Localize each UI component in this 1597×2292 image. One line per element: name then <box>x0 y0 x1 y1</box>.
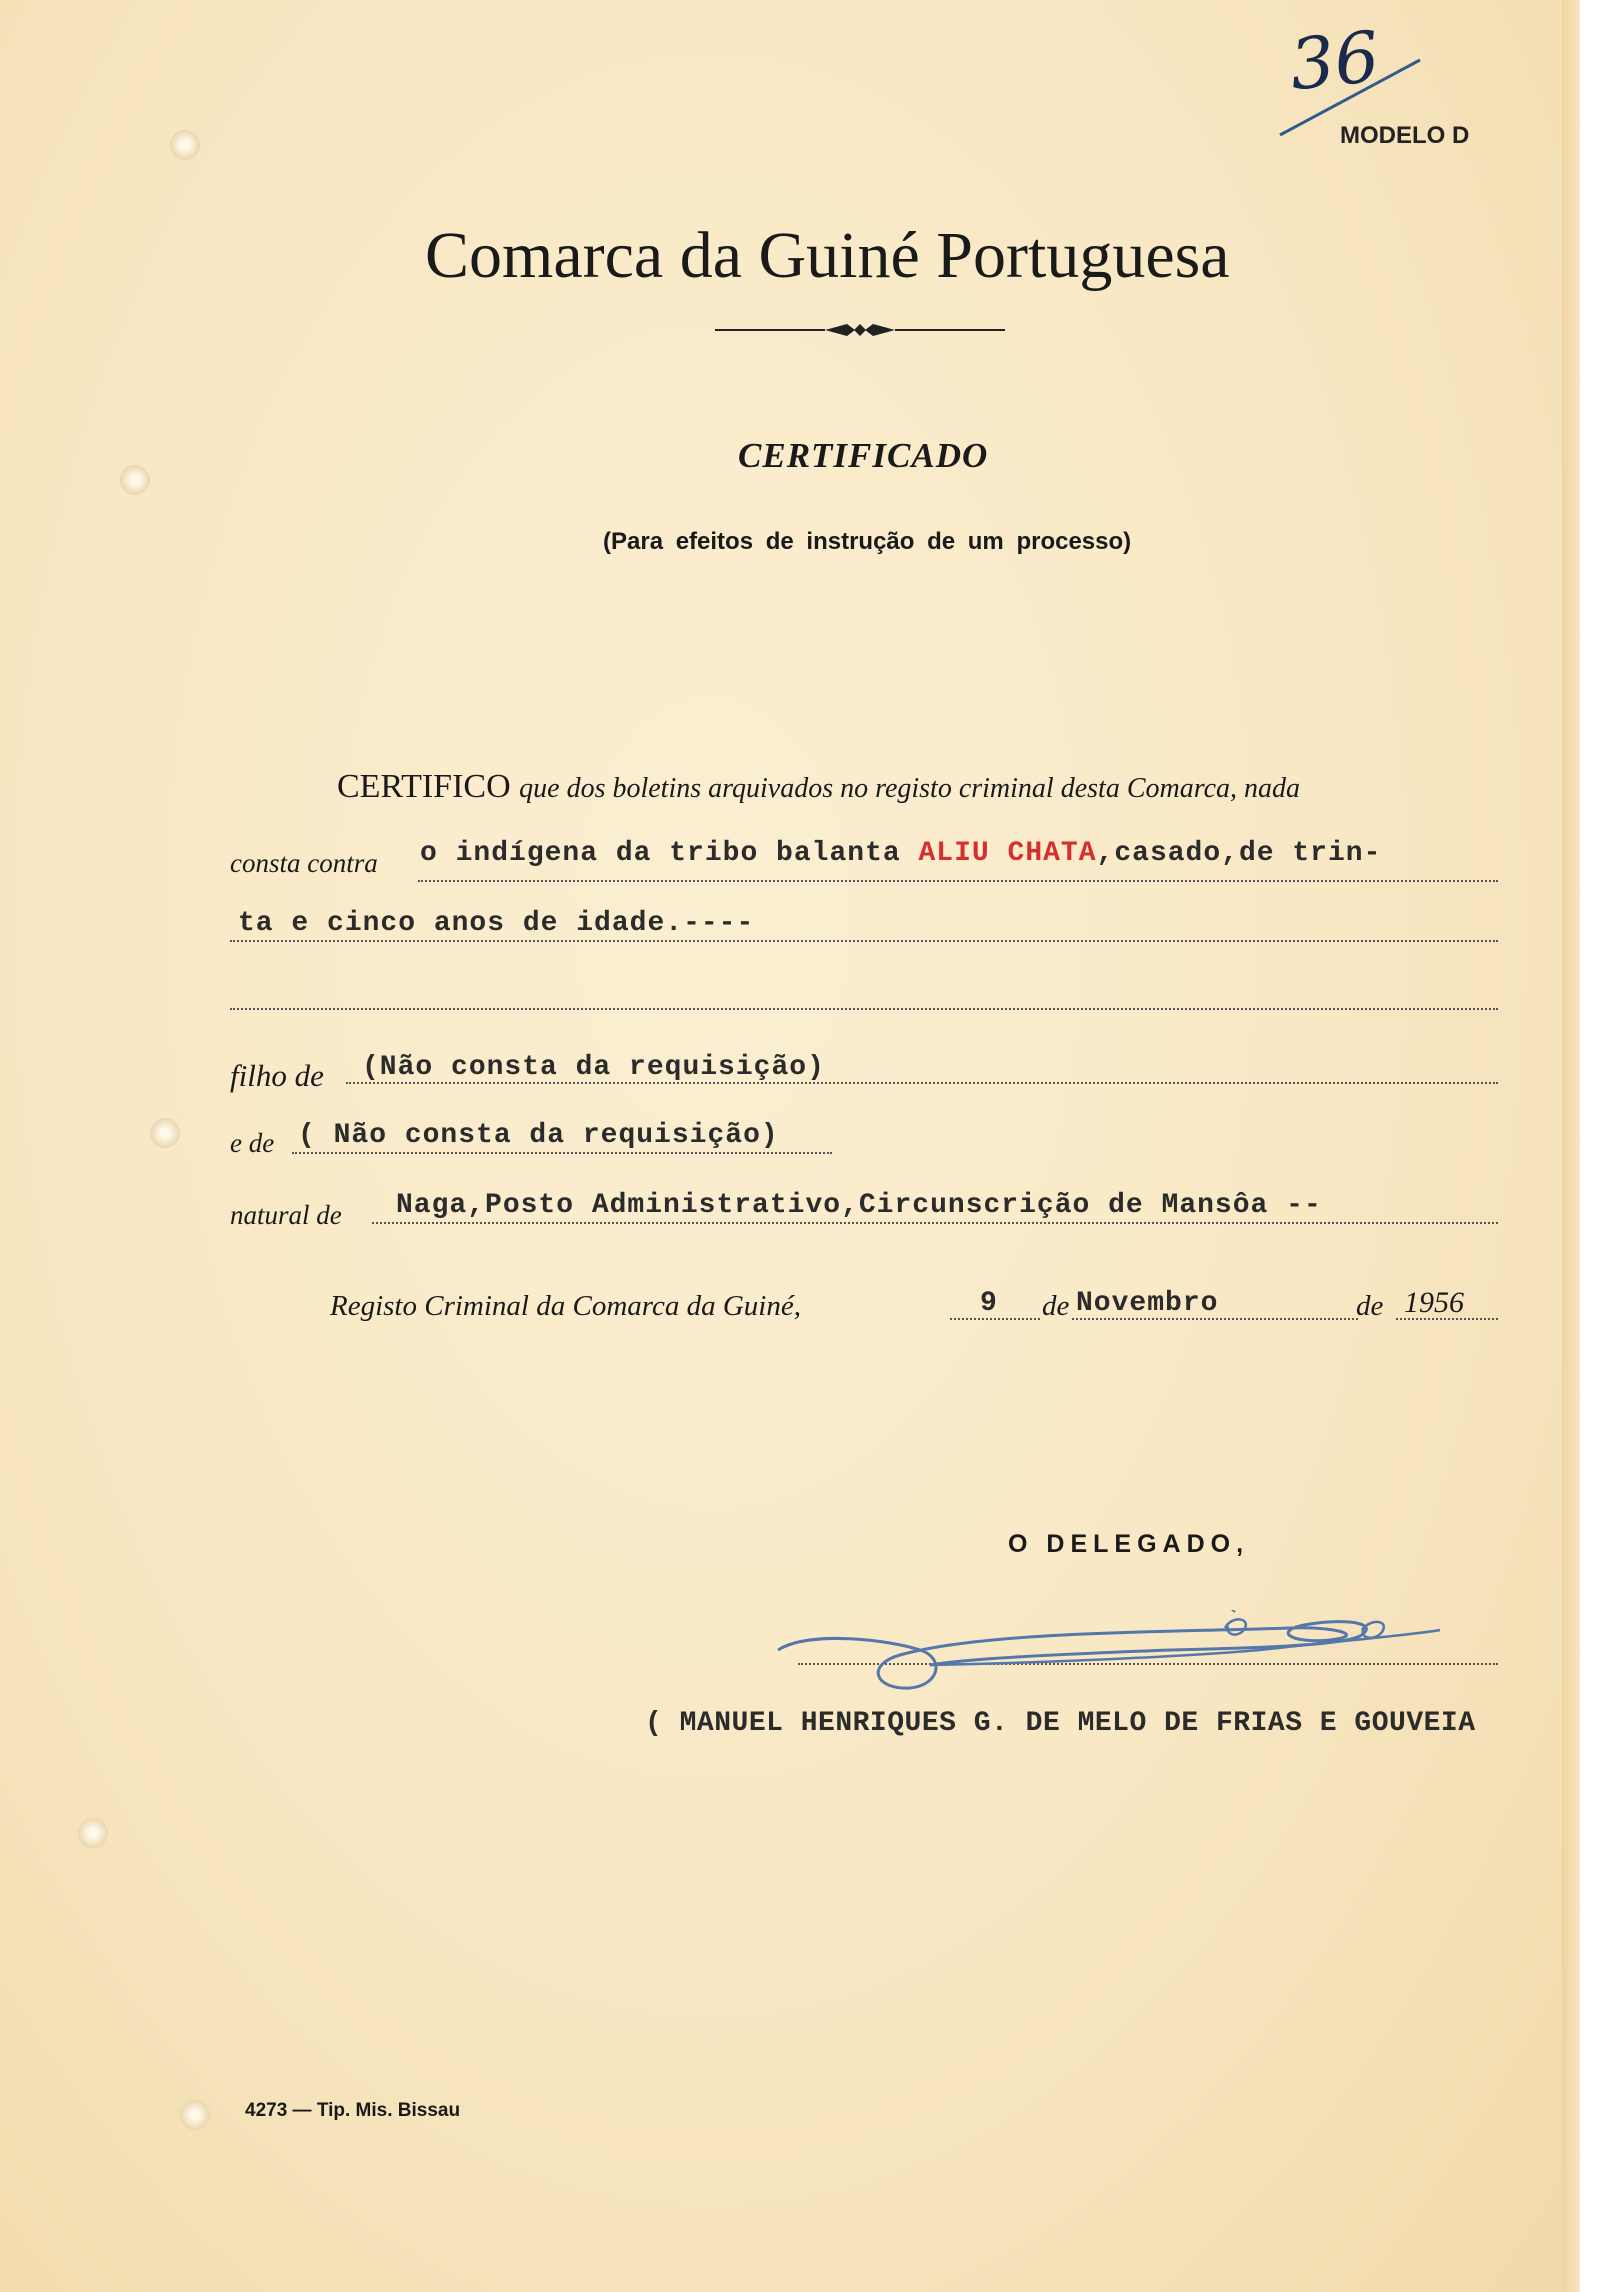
certifico-word: CERTIFICO <box>337 768 511 805</box>
certifico-rest: que dos boletins arquivados no registo criminal desta Comarca, nada <box>519 773 1300 804</box>
punch-hole-3 <box>150 1118 180 1148</box>
printer-imprint: 4273 — Tip. Mis. Bissau <box>245 2100 461 2121</box>
purpose-subtitle: (Para efeitos de instrução de um processo) <box>603 528 1132 555</box>
line3-dotted <box>230 940 1498 942</box>
line3-value: ta e cinco anos de idade.---- <box>238 908 755 939</box>
consta-post: ,casado,de trin- <box>1096 838 1382 869</box>
natural-dotted <box>372 1222 1498 1224</box>
page-number: 36 <box>1285 15 1384 107</box>
document-title: Comarca da Guiné Portuguesa <box>425 219 1230 292</box>
registo-de1: de <box>1042 1290 1070 1322</box>
punch-hole-2 <box>120 465 150 495</box>
consta-label: consta contra <box>230 848 378 878</box>
doc-type-heading: CERTIFICADO <box>738 436 989 475</box>
e-de-label: e de <box>230 1128 275 1158</box>
handwritten-signature <box>770 1610 1450 1700</box>
signatory-name: ( MANUEL HENRIQUES G. DE MELO DE FRIAS E GOUVEIA <box>645 1708 1476 1739</box>
e-de-value: ( Não consta da requisição) <box>298 1120 779 1151</box>
registo-year: 1956 <box>1404 1286 1464 1319</box>
model-label: MODELO D <box>1340 122 1470 149</box>
consta-dotted-line <box>418 880 1498 882</box>
registo-label: Registo Criminal da Comarca da Guiné, <box>330 1290 801 1322</box>
signatory-role: O DELEGADO, <box>1008 1530 1250 1558</box>
e-de-dotted <box>292 1152 832 1154</box>
paper-edge <box>1562 0 1580 2292</box>
punch-hole-1 <box>170 130 200 160</box>
registo-de2: de <box>1356 1290 1384 1322</box>
filho-label: filho de <box>230 1058 324 1093</box>
registo-month: Novembro <box>1076 1288 1219 1319</box>
title-ornament <box>715 318 1005 342</box>
filho-value: (Não consta da requisição) <box>362 1052 825 1083</box>
consta-pre: o indígena da tribo balanta <box>420 838 901 869</box>
registo-day: 9 <box>980 1288 998 1319</box>
certifico-line <box>337 768 1300 806</box>
consta-value <box>420 838 1381 869</box>
natural-value: Naga,Posto Administrativo,Circunscrição de Mansôa -- <box>396 1190 1322 1221</box>
punch-hole-4 <box>78 1818 108 1848</box>
blank-dotted-line <box>230 1008 1498 1010</box>
natural-label: natural de <box>230 1200 342 1230</box>
punch-hole-5 <box>180 2100 210 2130</box>
accused-name: ALIU CHATA <box>918 838 1097 869</box>
